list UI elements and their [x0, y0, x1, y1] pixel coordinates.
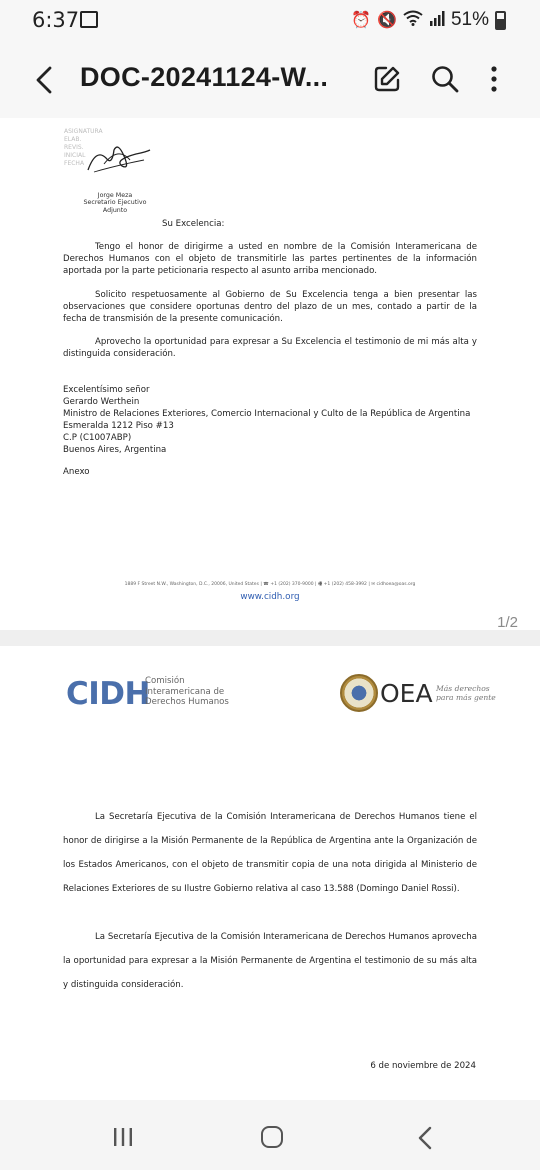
more-icon[interactable]: [484, 64, 504, 94]
document-page-2[interactable]: [0, 646, 540, 1100]
handwritten-signature: [84, 140, 154, 176]
document-title: DOC-20241124-W...: [80, 62, 329, 92]
battery-percent: 51%: [450, 9, 489, 30]
mute-icon: 🔇: [377, 12, 397, 29]
oea-slogan-line: Más derechos: [436, 684, 490, 693]
page-divider: [0, 630, 540, 646]
paragraph-text: La Secretaría Ejecutiva de la Comisión Interamericana de Derechos Humanos tiene el honor de dirigirse a la Misión Permanente de la República de Argentina ante la Organización de los Estados Americanos, con el objeto de transmitir copia de una nota dirigida al Ministerio de Relaciones Exteriores de su Ilustre Gobierno relativa al caso 13.588 (Domingo Daniel Rossi).: [63, 811, 477, 894]
stamp-line: REVIS.: [64, 144, 84, 151]
back-icon[interactable]: [30, 60, 60, 100]
page-indicator: 1/2: [497, 614, 518, 631]
stamp-line: FECHA: [64, 160, 85, 167]
note-paragraph: [63, 805, 477, 901]
back-nav-icon[interactable]: [416, 1126, 434, 1150]
letter-paragraph: [63, 241, 477, 277]
cidh-logo: [66, 676, 150, 712]
annex-label: Anexo: [63, 467, 90, 477]
document-page-1[interactable]: [0, 118, 540, 630]
paragraph-text: Tengo el honor de dirigirme a usted en nombre de la Comisión Interamericana de Derechos Humanos con el objeto de transmitirle las partes pertinentes de la información aportada por la parte peticionaria respecto al asunto arriba mencionado.: [63, 242, 477, 276]
paragraph-text: Aprovecho la oportunidad para expresar a Su Excelencia el testimonio de mi más alta y distinguida consideración.: [63, 337, 477, 359]
stamp-line: INICIAL: [64, 152, 86, 159]
footer-address: 1889 F Street N.W., Washington, D.C., 20006, United States | ☎ +1 (202) 370-9000 | 🖷 +1 (202) 458-3992 | ✉ cidhoea@oas.org: [124, 582, 416, 587]
gallery-icon: [80, 11, 98, 28]
letter-paragraph: [63, 336, 477, 360]
cidh-logo-text: CIDH: [66, 676, 150, 712]
status-time: 6:37: [32, 8, 80, 32]
wifi-icon: [403, 10, 423, 31]
addressee-line: Gerardo Werthein: [63, 397, 140, 407]
cidh-name: [145, 676, 229, 708]
paragraph-text: Solicito respetuosamente al Gobierno de Su Excelencia tenga a bien presentar las observaciones que considere oportunas dentro del plazo de un mes, contado a partir de la fecha de transmisión de la presente comunicación.: [63, 290, 477, 324]
addressee-line: Esmeralda 1212 Piso #13: [63, 421, 174, 431]
signal-icon: [429, 10, 445, 31]
system-nav-bar: [0, 1104, 540, 1170]
app-toolbar: [0, 40, 540, 118]
note-date: 6 de noviembre de 2024: [370, 1061, 476, 1071]
addressee-line: Buenos Aires, Argentina: [63, 445, 167, 455]
oea-seal-icon: [340, 674, 378, 712]
addressee-block: [63, 384, 470, 456]
addressee-line: Excelentísimo señor: [63, 385, 150, 395]
oea-slogan-line: para más gente: [436, 693, 496, 702]
cidh-name-line: Interamericana de: [145, 686, 225, 697]
oea-slogan: [436, 684, 496, 702]
oea-logo: OEA: [380, 679, 433, 708]
salutation: Su Excelencia:: [162, 219, 225, 229]
signer-title: Secretario Ejecutivo: [83, 199, 147, 207]
letter-paragraph: [63, 289, 477, 325]
cidh-name-line: Comisión: [145, 676, 185, 686]
status-bar: [0, 0, 540, 40]
signer-block: [70, 192, 160, 214]
battery-icon: [495, 11, 506, 30]
addressee-line: Ministro de Relaciones Exteriores, Comercio Internacional y Culto de la República de Argentina: [63, 409, 471, 419]
home-icon[interactable]: [261, 1126, 283, 1148]
addressee-line: C.P (C1007ABP): [63, 433, 132, 443]
signer-name: Jorge Meza: [97, 192, 133, 199]
alarm-icon: ⏰: [351, 12, 372, 29]
status-icons: [351, 9, 506, 31]
cidh-name-line: Derechos Humanos: [145, 697, 229, 708]
stamp-line: ASIGNATURA: [64, 128, 103, 135]
recents-icon[interactable]: [112, 1126, 134, 1148]
stamp-line: ELAB.: [64, 136, 82, 143]
search-icon[interactable]: [430, 64, 460, 94]
signer-role: Adjunto: [102, 206, 128, 214]
footer-url[interactable]: www.cidh.org: [240, 592, 300, 602]
paragraph-text: La Secretaría Ejecutiva de la Comisión Interamericana de Derechos Humanos aprovecha la oportunidad para expresar a la Misión Permanente de Argentina el testimonio de su más alta y distinguida consideración.: [63, 931, 477, 990]
edit-icon[interactable]: [372, 64, 402, 94]
note-paragraph: [63, 925, 477, 997]
